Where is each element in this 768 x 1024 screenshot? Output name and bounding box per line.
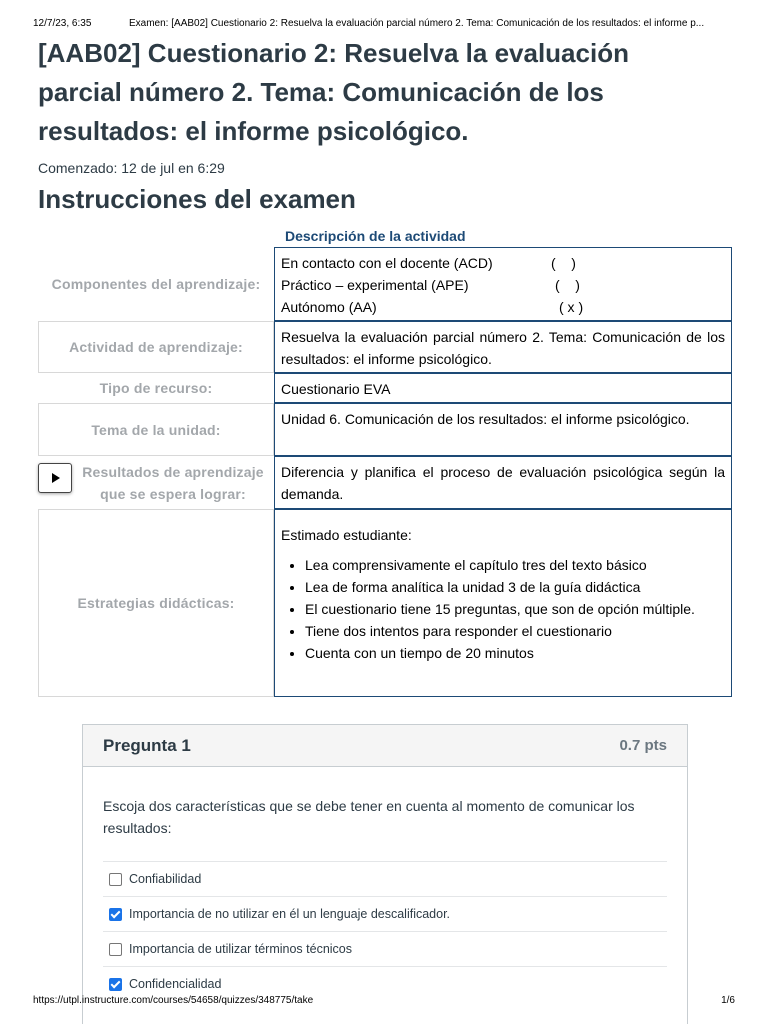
play-button[interactable] (38, 463, 72, 493)
question-card (82, 724, 688, 1024)
table-row-unit-topic (38, 403, 732, 456)
components-value (274, 247, 732, 321)
strategies-list (281, 554, 725, 664)
question-text: Escoja dos características que se debe tener en cuenta al momento de comunicar los resultados: (103, 798, 635, 836)
answer-label: Importancia de utilizar términos técnicos (129, 942, 353, 956)
table-row-activity (38, 321, 732, 373)
component-label: Práctico – experimental (APE) (281, 277, 469, 293)
unit-topic-label: Tema de la unidad: (38, 403, 274, 456)
answer-option[interactable] (103, 861, 667, 896)
activity-label: Actividad de aprendizaje: (38, 321, 274, 373)
component-acd (281, 252, 725, 274)
checkbox[interactable] (109, 943, 122, 956)
component-mark: ( ) (555, 277, 580, 293)
question-points: 0.7 pts (619, 737, 667, 754)
table-row-outcomes (38, 456, 732, 509)
page-title: [AAB02] Cuestionario 2: Resuelva la evaluación parcial número 2. Tema: Comunicación de los resultados: el informe psicológico. (38, 38, 629, 146)
play-icon (52, 473, 60, 483)
unit-topic-value: Unidad 6. Comunicación de los resultados: el informe psicológico. (274, 403, 732, 456)
answer-option[interactable] (103, 931, 667, 966)
component-aa (281, 296, 725, 318)
print-header (33, 18, 735, 29)
component-mark: ( ) (551, 255, 576, 271)
table-row-strategies (38, 509, 732, 697)
component-label: Autónomo (AA) (281, 299, 377, 315)
resource-value: Cuestionario EVA (274, 373, 732, 403)
checkbox[interactable] (109, 908, 122, 921)
print-date: 12/7/23, 6:35 (33, 18, 92, 29)
answer-label: Importancia de no utilizar en él un lenguaje descalificador. (129, 907, 451, 921)
instructions-title: Instrucciones del examen (38, 184, 356, 214)
list-item: • Lea de forma analítica la unidad 3 de la guía didáctica (305, 576, 725, 598)
question-header (83, 725, 687, 767)
strategies-value (274, 509, 732, 697)
component-mark: ( x ) (559, 299, 584, 315)
answer-option[interactable] (103, 896, 667, 931)
question-title: Pregunta 1 (103, 735, 191, 755)
started-timestamp: Comenzado: 12 de jul en 6:29 (38, 160, 225, 176)
activity-table-header: Descripción de la actividad (285, 228, 466, 244)
table-row-resource (38, 373, 732, 403)
component-label: En contacto con el docente (ACD) (281, 255, 493, 271)
print-page-title: Examen: [AAB02] Cuestionario 2: Resuelva la evaluación parcial número 2. Tema: Comunicación de los resultados: el informe p... (129, 18, 705, 29)
outcomes-label: Resultados de aprendizaje que se espera lograr: (82, 463, 264, 502)
table-row-components (38, 247, 732, 321)
question-body (83, 767, 687, 1001)
print-page-number: 1/6 (721, 995, 735, 1006)
component-ape (281, 274, 725, 296)
list-item: • Cuenta con un tiempo de 20 minutos (305, 642, 725, 664)
resource-label: Tipo de recurso: (99, 380, 213, 396)
activity-value: Resuelva la evaluación parcial número 2. Tema: Comunicación de los resultados: el informe psicológico. (274, 321, 732, 373)
strategies-intro: Estimado estudiante: (281, 527, 412, 543)
checkbox[interactable] (109, 978, 122, 991)
answer-label: Confidencialidad (129, 977, 222, 991)
answer-label: Confiabilidad (129, 872, 202, 886)
outcomes-value: Diferencia y planifica el proceso de evaluación psicológica según la demanda. (274, 456, 732, 509)
list-item: • Tiene dos intentos para responder el cuestionario (305, 620, 725, 642)
list-item: • Lea comprensivamente el capítulo tres del texto básico (305, 554, 725, 576)
strategies-label: Estrategias didácticas: (38, 509, 274, 697)
components-label: Componentes del aprendizaje: (51, 276, 261, 292)
print-url: https://utpl.instructure.com/courses/54658/quizzes/348775/take (33, 995, 314, 1006)
list-item: • El cuestionario tiene 15 preguntas, que son de opción múltiple. (305, 598, 725, 620)
checkbox[interactable] (109, 873, 122, 886)
print-footer (33, 995, 735, 1006)
